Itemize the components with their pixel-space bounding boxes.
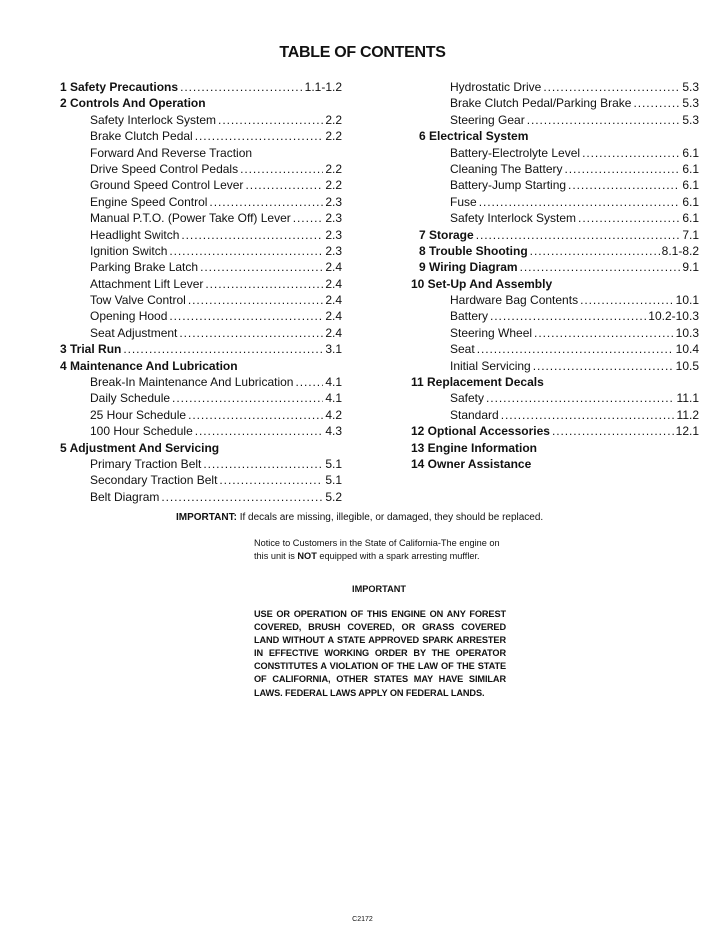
important-label: IMPORTANT: xyxy=(176,512,237,523)
toc-leader-dots xyxy=(188,407,323,423)
toc-label: Daily Schedule xyxy=(90,391,171,406)
toc-leader-dots xyxy=(486,390,675,406)
toc-leader-dots xyxy=(578,210,680,226)
toc-section xyxy=(60,341,342,357)
toc-section xyxy=(411,423,699,439)
toc-page-number: 4.1 xyxy=(325,391,342,406)
toc-label: Engine Speed Control xyxy=(90,194,208,209)
toc-label: 9 Wiring Diagram xyxy=(419,260,518,275)
toc-label: Standard xyxy=(450,407,499,422)
toc-page-number: 5.1 xyxy=(325,473,342,488)
toc-entry xyxy=(411,308,699,324)
toc-leader-dots xyxy=(479,194,681,210)
toc-leader-dots xyxy=(161,489,323,505)
toc-label: Battery-Jump Starting xyxy=(450,178,567,193)
toc-section xyxy=(60,440,342,456)
toc-label: Safety Interlock System xyxy=(450,211,577,226)
toc-entry xyxy=(411,177,699,193)
toc-label: Hydrostatic Drive xyxy=(450,80,542,94)
toc-leader-dots xyxy=(180,79,303,95)
toc-label: Brake Clutch Pedal/Parking Brake xyxy=(450,96,632,111)
toc-leader-dots xyxy=(195,423,324,439)
toc-section xyxy=(411,243,699,259)
toc-entry xyxy=(411,95,699,111)
toc-leader-dots xyxy=(181,227,323,243)
toc-label: Battery-Electrolyte Level xyxy=(450,145,581,160)
toc-entry xyxy=(60,227,342,243)
toc-leader-dots xyxy=(533,358,674,374)
toc-page-number: 2.2 xyxy=(325,178,342,193)
toc-entry xyxy=(60,390,342,406)
toc-page-number: 5.1 xyxy=(325,456,342,471)
toc-leader-dots xyxy=(205,276,323,292)
toc-page-number: 5.3 xyxy=(682,96,699,111)
toc-page-number: 10.2-10.3 xyxy=(648,309,699,324)
toc-entry xyxy=(411,390,699,406)
toc-label: 3 Trial Run xyxy=(60,342,122,357)
toc-entry xyxy=(411,341,699,357)
toc-entry xyxy=(60,292,342,308)
toc-page-number: 12.1 xyxy=(675,424,699,439)
toc-leader-dots xyxy=(219,472,323,488)
toc-label: Secondary Traction Belt xyxy=(90,473,218,488)
toc-leader-dots xyxy=(172,390,323,406)
toc-label: Hardware Bag Contents xyxy=(450,293,579,308)
toc-label: Opening Hood xyxy=(90,309,168,324)
toc-page-number: 11.1 xyxy=(676,391,699,406)
toc-page-number: 10.1 xyxy=(675,293,699,308)
toc-label: Belt Diagram xyxy=(90,489,160,504)
toc-leader-dots xyxy=(582,145,680,161)
toc-label: Safety xyxy=(450,391,485,406)
toc-entry xyxy=(60,161,342,177)
toc-page-number: 10.5 xyxy=(675,358,699,373)
toc-section xyxy=(411,456,699,472)
toc-section xyxy=(60,358,342,374)
toc-label: Ignition Switch xyxy=(90,243,168,258)
toc-page-number: 2.4 xyxy=(325,325,342,340)
toc-entry xyxy=(60,243,342,259)
toc-entry xyxy=(411,161,699,177)
toc-page-number: 2.4 xyxy=(325,309,342,324)
toc-entry xyxy=(60,308,342,324)
toc-leader-dots xyxy=(240,161,323,177)
toc-leader-dots xyxy=(633,95,680,111)
toc-leader-dots xyxy=(169,308,323,324)
toc-entry xyxy=(60,177,342,193)
toc-section xyxy=(411,276,699,292)
toc-left-column xyxy=(60,79,342,505)
toc-leader-dots xyxy=(477,341,674,357)
toc-page-number: 4.1 xyxy=(325,375,342,390)
toc-page-number: 11.2 xyxy=(676,407,699,422)
toc-leader-dots xyxy=(179,325,323,341)
toc-label: 2 Controls And Operation xyxy=(60,96,206,111)
toc-page-number: 9.1 xyxy=(682,260,699,275)
toc-label: Seat xyxy=(450,342,475,357)
important-text: If decals are missing, illegible, or damaged, they should be replaced. xyxy=(239,512,544,523)
toc-page-number: 4.3 xyxy=(325,424,342,439)
toc-entry xyxy=(60,325,342,341)
toc-page-number: 2.4 xyxy=(325,293,342,308)
page-title: TABLE OF CONTENTS xyxy=(279,44,446,61)
toc-page-number: 2.3 xyxy=(325,194,342,209)
california-notice xyxy=(254,537,504,563)
toc-page-number: 2.2 xyxy=(325,112,342,127)
toc-entry xyxy=(60,112,342,128)
toc-entry xyxy=(60,489,342,505)
toc-label: Steering Wheel xyxy=(450,325,533,340)
toc-entry xyxy=(60,145,342,161)
toc-entry xyxy=(411,112,699,128)
toc-page-number: 8.1-8.2 xyxy=(661,243,699,258)
toc-page-number: 6.1 xyxy=(682,211,699,226)
toc-leader-dots xyxy=(527,112,681,128)
toc-leader-dots xyxy=(245,177,323,193)
toc-label: Manual P.T.O. (Power Take Off) Lever xyxy=(90,211,291,226)
toc-leader-dots xyxy=(203,456,323,472)
toc-entry xyxy=(411,194,699,210)
toc-label: Ground Speed Control Lever xyxy=(90,178,244,193)
toc-leader-dots xyxy=(520,259,681,275)
toc-section xyxy=(60,95,342,111)
toc-entry xyxy=(60,210,342,226)
toc-label: 12 Optional Accessories xyxy=(411,424,550,439)
toc-leader-dots xyxy=(580,292,674,308)
toc-label: 8 Trouble Shooting xyxy=(419,243,528,258)
toc-label: Battery xyxy=(450,309,489,324)
toc-right-column xyxy=(411,79,699,472)
toc-leader-dots xyxy=(530,243,660,259)
toc-leader-dots xyxy=(568,177,680,193)
spark-arrester-warning: USE OR OPERATION OF THIS ENGINE ON ANY FOREST COVERED, BRUSH COVERED, OR GRASS COVERED LAND WITHOUT A STATE APPROVED SPARK ARRESTER IN EFFECTIVE WORKING ORDER BY THE OPERATOR CONSTITUTES A VIOLATION OF THE LAW OF THE STATE OF CALIFORNIA, OTHER STATES MAY HAVE SIMILAR LAWS. FEDERAL LAWS APPLY ON FEDERAL LANDS. xyxy=(254,609,506,698)
toc-entry xyxy=(411,358,699,374)
toc-entry xyxy=(411,407,699,423)
toc-leader-dots xyxy=(490,308,646,324)
toc-leader-dots xyxy=(200,259,323,275)
toc-label: Tow Valve Control xyxy=(90,293,186,308)
toc-label: 5 Adjustment And Servicing xyxy=(60,440,220,455)
toc-page-number: 2.4 xyxy=(325,260,342,275)
toc-entry xyxy=(60,456,342,472)
decal-notice xyxy=(176,512,646,523)
notice-text-start: Notice to Customers in the State of California-The engine on this unit is xyxy=(254,538,500,561)
toc-page-number: 4.2 xyxy=(325,407,342,422)
toc-page-number: 5.2 xyxy=(325,489,342,504)
toc-label: Brake Clutch Pedal xyxy=(90,129,193,144)
toc-label: 4 Maintenance And Lubrication xyxy=(60,358,238,373)
toc-entry xyxy=(411,210,699,226)
toc-leader-dots xyxy=(209,194,323,210)
toc-section xyxy=(411,128,699,144)
toc-label: Parking Brake Latch xyxy=(90,260,199,275)
notice-text-end: equipped with a spark arresting muffler. xyxy=(319,551,480,561)
toc-leader-dots xyxy=(195,128,324,144)
toc-label: 10 Set-Up And Assembly xyxy=(411,276,553,291)
toc-leader-dots xyxy=(501,407,675,423)
toc-entry xyxy=(60,423,342,439)
toc-label: Cleaning The Battery xyxy=(450,161,563,176)
toc-leader-dots xyxy=(476,227,681,243)
toc-leader-dots xyxy=(552,423,674,439)
toc-label: Break-In Maintenance And Lubrication xyxy=(90,375,294,390)
toc-label: Primary Traction Belt xyxy=(90,456,202,471)
toc-label: 11 Replacement Decals xyxy=(411,375,544,390)
toc-label: 14 Owner Assistance xyxy=(411,456,532,471)
toc-page-number: 5.3 xyxy=(682,112,699,127)
toc-entry xyxy=(60,407,342,423)
toc-entry xyxy=(411,145,699,161)
toc-page-number: 2.2 xyxy=(325,161,342,176)
toc-label: Fuse xyxy=(450,194,477,209)
toc-label: Forward And Reverse Traction xyxy=(90,145,253,160)
toc-label: 13 Engine Information xyxy=(411,440,538,455)
toc-section xyxy=(411,440,699,456)
toc-page-number: 10.3 xyxy=(675,325,699,340)
toc-page-number: 6.1 xyxy=(682,161,699,176)
toc-page-number: 1.1-1.2 xyxy=(304,80,342,94)
toc-label: 7 Storage xyxy=(419,227,474,242)
notice-emphasis: NOT xyxy=(297,551,317,561)
toc-entry xyxy=(60,374,342,390)
toc-leader-dots xyxy=(169,243,323,259)
toc-section xyxy=(60,79,342,95)
toc-section xyxy=(411,259,699,275)
toc-entry xyxy=(60,276,342,292)
toc-label: 1 Safety Precautions xyxy=(60,80,179,94)
toc-page-number: 3.1 xyxy=(325,342,342,357)
important-heading: IMPORTANT xyxy=(352,584,406,594)
toc-page-number: 6.1 xyxy=(682,178,699,193)
toc-page-number: 2.3 xyxy=(325,243,342,258)
toc-label: Attachment Lift Lever xyxy=(90,276,204,291)
toc-section xyxy=(411,227,699,243)
toc-page-number: 5.3 xyxy=(682,80,699,94)
form-code: C2172 xyxy=(352,916,373,923)
toc-leader-dots xyxy=(295,374,323,390)
toc-leader-dots xyxy=(543,79,680,95)
toc-entry xyxy=(60,259,342,275)
toc-leader-dots xyxy=(218,112,323,128)
toc-label: Drive Speed Control Pedals xyxy=(90,161,239,176)
toc-label: Headlight Switch xyxy=(90,227,180,242)
toc-label: Steering Gear xyxy=(450,112,525,127)
toc-leader-dots xyxy=(293,210,324,226)
toc-entry xyxy=(60,472,342,488)
toc-entry xyxy=(411,292,699,308)
toc-page-number: 10.4 xyxy=(675,342,699,357)
toc-entry xyxy=(60,194,342,210)
toc-leader-dots xyxy=(188,292,323,308)
toc-page-number: 2.3 xyxy=(325,227,342,242)
toc-entry xyxy=(60,128,342,144)
toc-label: Initial Servicing xyxy=(450,358,531,373)
toc-entry xyxy=(411,79,699,95)
toc-label: 6 Electrical System xyxy=(419,129,529,144)
toc-label: 100 Hour Schedule xyxy=(90,424,193,439)
toc-page-number: 6.1 xyxy=(682,145,699,160)
toc-page-number: 6.1 xyxy=(682,194,699,209)
toc-leader-dots xyxy=(565,161,681,177)
toc-page-number: 2.3 xyxy=(325,211,342,226)
toc-leader-dots xyxy=(534,325,674,341)
toc-label: Seat Adjustment xyxy=(90,325,178,340)
toc-leader-dots xyxy=(123,341,323,357)
toc-section xyxy=(411,374,699,390)
toc-label: Safety Interlock System xyxy=(90,112,217,127)
toc-entry xyxy=(411,325,699,341)
toc-page-number: 2.4 xyxy=(325,276,342,291)
toc-page-number: 2.2 xyxy=(325,129,342,144)
toc-label: 25 Hour Schedule xyxy=(90,407,187,422)
toc-page-number: 7.1 xyxy=(682,227,699,242)
